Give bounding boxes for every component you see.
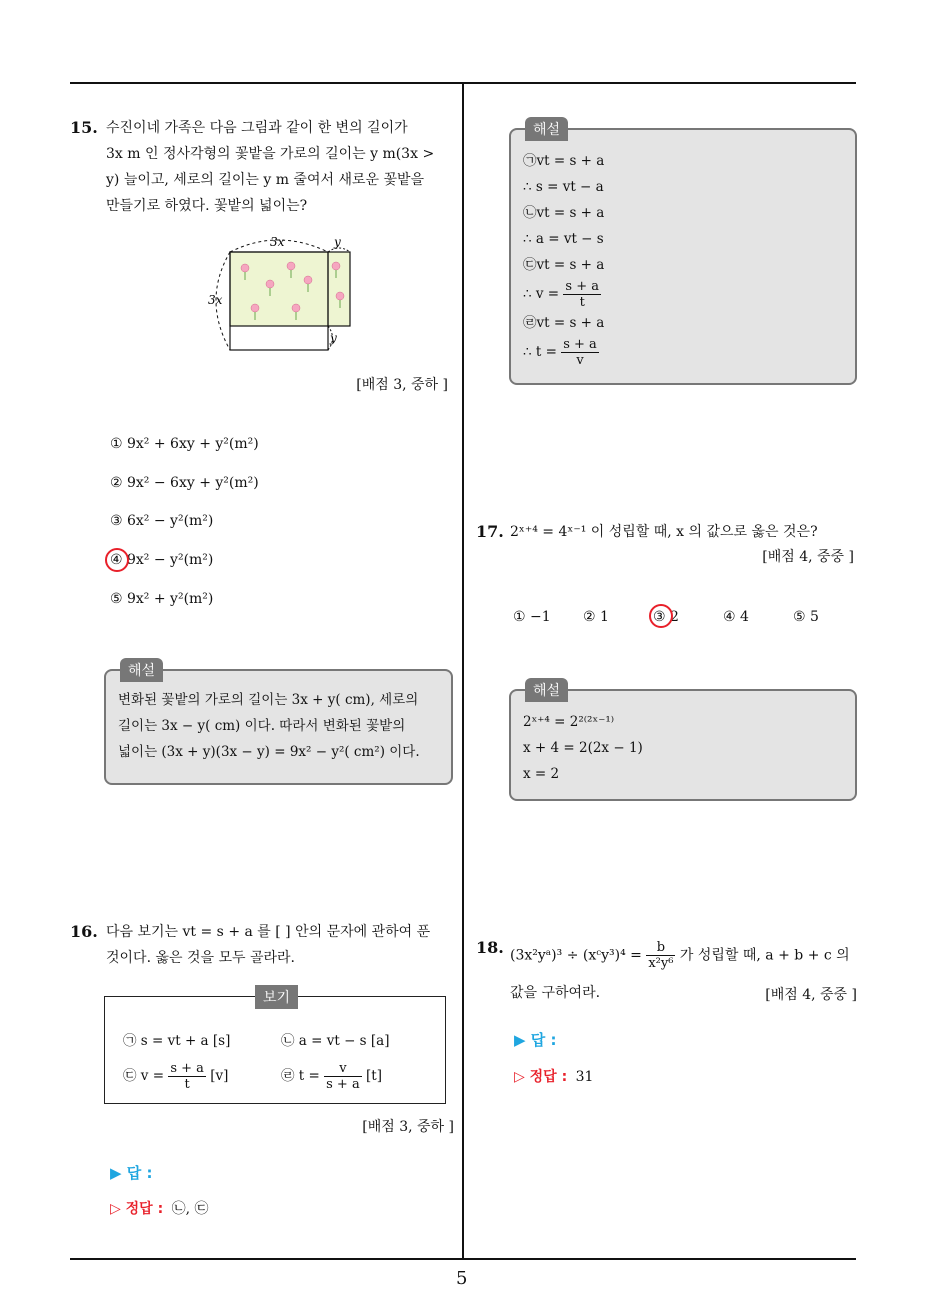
- q15-text-line: 수진이네 가족은 다음 그림과 같이 한 변의 길이가: [106, 120, 408, 136]
- q15-choice-1[interactable]: ① 9x² + 6xy + y²(m²): [110, 436, 259, 452]
- figure-label-top-right: y: [334, 235, 341, 249]
- q16-solution-line: ㉡vt = s + a: [523, 205, 605, 221]
- q15-choice-5[interactable]: ⑤ 9x² + y²(m²): [110, 591, 214, 607]
- fraction-numerator: s + a: [565, 279, 600, 294]
- q18-answer-input-label[interactable]: ▶ 답 :: [514, 1031, 557, 1049]
- q16-solution-line: ∴ a = vt − s: [523, 231, 604, 247]
- fraction-numerator: b: [646, 940, 675, 956]
- q18-correct-value: 31: [575, 1069, 594, 1085]
- q15-selected-circle-mark: [105, 548, 129, 572]
- q17-solution-line: x + 4 = 2(2x − 1): [523, 740, 643, 756]
- figure-label-top: 3x: [270, 235, 285, 249]
- q16-solution-line: ㉣vt = s + a: [523, 315, 605, 331]
- q15-text-line: 만들기로 하였다. 꽃밭의 넓이는?: [106, 198, 308, 214]
- fraction-denominator: v: [576, 353, 584, 368]
- q15-solution-tag: 해설: [120, 658, 163, 682]
- q17-choice-1[interactable]: ① −1: [513, 609, 551, 625]
- q18-expression-suffix: 가 성립할 때, a + b + c 의: [679, 947, 850, 964]
- q15-solution-box: [104, 663, 453, 785]
- q17-solution-line: x = 2: [523, 766, 560, 782]
- q15-choice-4[interactable]: ④ 9x² − y²(m²): [110, 552, 214, 568]
- q16-text-line: 것이다. 옳은 것을 모두 골라라.: [106, 950, 295, 966]
- q18-text-line-1: [510, 940, 850, 971]
- q17-choice-4[interactable]: ④ 4: [723, 609, 749, 625]
- figure-label-bottom-right: y: [330, 331, 337, 345]
- q15-flowerbed-figure: [200, 230, 360, 355]
- q18-text-line-2: 값을 구하여라.: [510, 985, 601, 1001]
- fraction-denominator: s + a: [326, 1077, 360, 1092]
- bogi-item-c-fraction: [168, 1061, 206, 1092]
- q15-text-line: 3x m 인 정사각형의 꽃밭을 가로의 길이는 y m(3x >: [106, 146, 435, 162]
- solution-fraction-1: [563, 279, 601, 310]
- column-divider: [462, 83, 464, 1259]
- q15-text-line: y) 늘이고, 세로의 길이는 y m 줄여서 새로운 꽃밭을: [106, 172, 425, 188]
- q17-text: 2ˣ⁺⁴ = 4ˣ⁻¹ 이 성립할 때, x 의 값으로 옳은 것은?: [510, 524, 818, 540]
- q17-solution-line: 2ˣ⁺⁴ = 2²⁽²ˣ⁻¹⁾: [523, 714, 615, 730]
- fraction-numerator: v: [324, 1061, 362, 1077]
- figure-label-left: 3x: [208, 293, 223, 307]
- q15-solution-line: 변화된 꽃밭의 가로의 길이는 3x + y( cm), 세로의: [118, 692, 419, 708]
- bogi-item-c-prefix: ㉢ v =: [123, 1068, 165, 1084]
- q16-solution-frac-line-2: [523, 336, 604, 368]
- bogi-item-d-fraction: [324, 1061, 362, 1092]
- q16-correct-answer: [110, 1198, 209, 1218]
- q16-meta: [배점 3, 중하 ]: [362, 1119, 454, 1135]
- q15-solution-line: 길이는 3x − y( cm) 이다. 따라서 변화된 꽃밭의: [118, 718, 406, 734]
- q17-solution-tag: 해설: [525, 678, 568, 702]
- q16-text-line: 다음 보기는 vt = s + a 를 [ ] 안의 문자에 관하여 푼: [106, 924, 431, 940]
- q16-solution-box: [509, 122, 857, 385]
- q16-solution-tag: 해설: [525, 117, 568, 141]
- frac-prefix: ∴ v =: [523, 286, 560, 302]
- q18-meta: [배점 4, 중중 ]: [765, 987, 857, 1003]
- bogi-item-d: [281, 1061, 382, 1092]
- q15-text: [106, 115, 456, 219]
- q16-solution-frac-line-1: [523, 278, 604, 310]
- fraction-numerator: s + a: [170, 1061, 204, 1076]
- bogi-item-d-suffix: [t]: [366, 1068, 382, 1084]
- bogi-item-c-suffix: [v]: [210, 1068, 229, 1084]
- q15-solution-line: 넓이는 (3x + y)(3x − y) = 9x² − y²( cm²) 이다.: [118, 744, 420, 760]
- q16-solution-line: ㉢vt = s + a: [523, 257, 605, 273]
- q15-meta: [배점 3, 중하 ]: [356, 377, 448, 393]
- fraction-denominator: t: [579, 295, 585, 310]
- q17-solution-box: [509, 683, 857, 801]
- q16-solution-line: ㉠vt = s + a: [523, 153, 605, 169]
- q18-correct-answer: [514, 1066, 593, 1086]
- q17-choice-3[interactable]: ③ 2: [653, 609, 679, 625]
- bogi-item-b: ㉡ a = vt − s [a]: [281, 1033, 390, 1049]
- fraction-denominator: x²y⁶: [648, 956, 674, 971]
- q18-fraction: [646, 940, 675, 971]
- solution-fraction-2: [561, 337, 599, 368]
- q16-correct-value: ㉡, ㉢: [171, 1201, 209, 1217]
- q16-solution-line: ∴ s = vt − a: [523, 179, 604, 195]
- fraction-denominator: t: [184, 1077, 190, 1092]
- bogi-item-d-prefix: ㉣ t =: [281, 1068, 320, 1084]
- q16-bogi-tag: 보기: [255, 985, 298, 1009]
- q16-answer-input-label[interactable]: ▶ 답 :: [110, 1164, 153, 1182]
- q15-number: 15.: [70, 118, 98, 137]
- page-number: 5: [456, 1268, 468, 1289]
- q18-correct-label: ▷ 정답 :: [514, 1069, 568, 1085]
- fraction-numerator: s + a: [563, 337, 597, 352]
- q15-choice-3[interactable]: ③ 6x² − y²(m²): [110, 513, 214, 529]
- q18-expression-prefix: (3x²yᵃ)³ ÷ (xᶜy³)⁴ =: [510, 947, 642, 964]
- q16-text: [106, 919, 458, 971]
- q16-correct-label: ▷ 정답 :: [110, 1201, 164, 1217]
- bogi-item-a: ㉠ s = vt + a [s]: [123, 1033, 231, 1049]
- q17-number: 17.: [476, 522, 504, 541]
- q17-meta: [배점 4, 중중 ]: [762, 549, 854, 565]
- q17-choice-5[interactable]: ⑤ 5: [793, 609, 819, 625]
- frac-prefix: ∴ t =: [523, 344, 557, 360]
- q15-choice-2[interactable]: ② 9x² − 6xy + y²(m²): [110, 475, 259, 491]
- q17-choice-2[interactable]: ② 1: [583, 609, 609, 625]
- q18-number: 18.: [476, 938, 504, 957]
- bogi-item-c: [123, 1061, 228, 1092]
- q16-number: 16.: [70, 922, 98, 941]
- q16-bogi-box: [104, 990, 446, 1104]
- q17-selected-circle-mark: [649, 604, 673, 628]
